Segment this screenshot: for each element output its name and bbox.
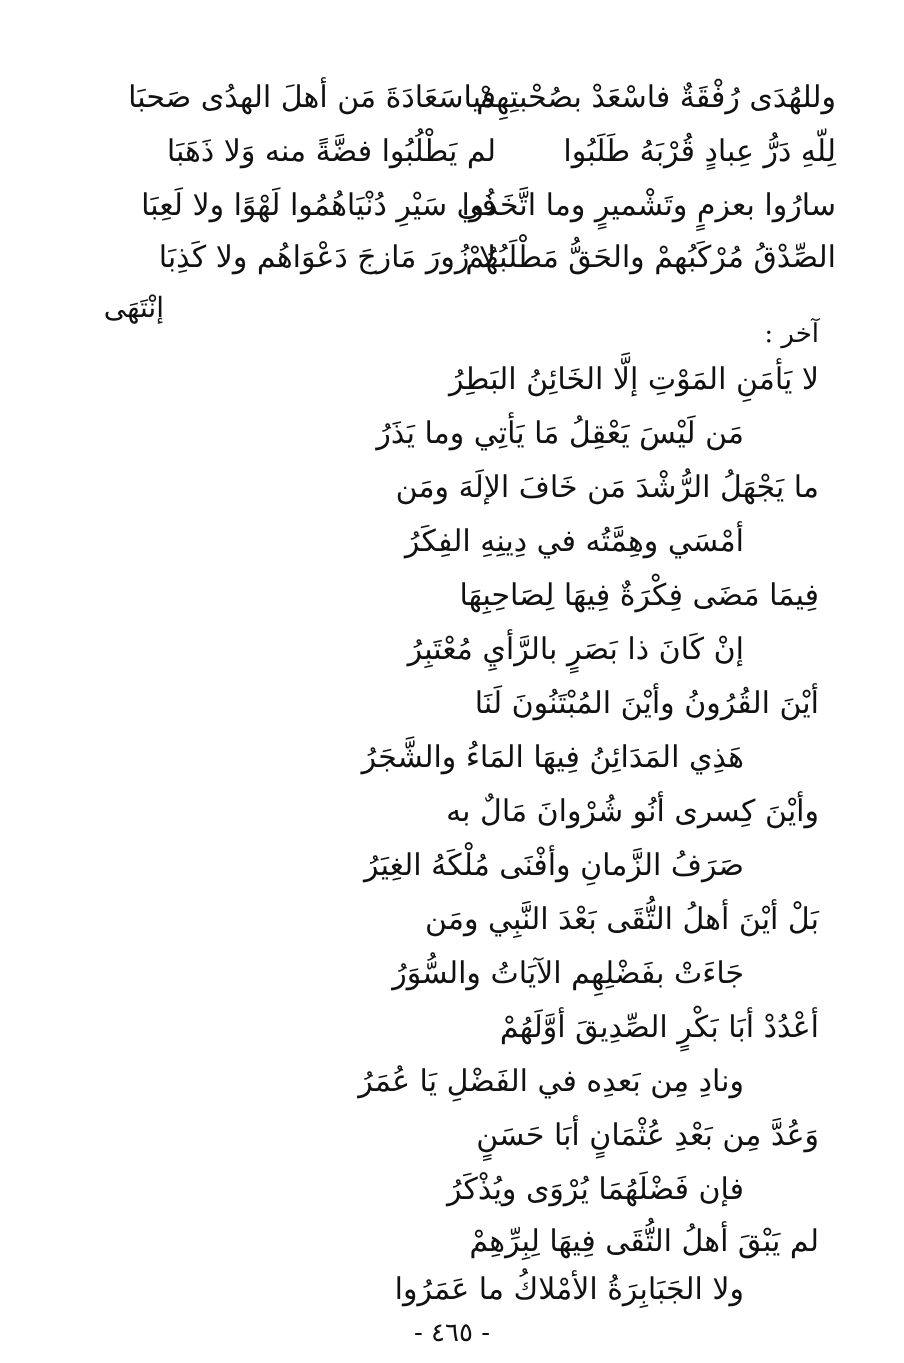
couplet-4-second-hemistich: لا زُورَ مَازجَ دَعْوَاهُم ولا كَذِبَا xyxy=(158,240,496,275)
section-heading: آخر : xyxy=(764,319,819,349)
verse-line: وأيْنَ كِسرى أنُو شُرْوانَ مَالٌ به xyxy=(446,794,819,829)
couplet-2-second-hemistich: لم يَطْلُبُوا فضَّةً منه وَلا ذَهَبَا xyxy=(166,134,496,169)
couplet-2-first-hemistich: لِلّهِ دَرُّ عِبادٍ قُرْبَهُ طَلَبُوا xyxy=(563,134,836,169)
verse-line: أمْسَي وهِمَّتُه في دِينِهِ الفِكَرُ xyxy=(404,524,744,559)
verse-line: جَاءَتْ بفَضْلِهِم الآيَاتُ والسُّوَرُ xyxy=(392,956,744,991)
couplet-4-first-hemistich: الصِّدْقُ مُرْكَبُهمْ والحَقُّ مَطْلَبُهُمْ xyxy=(465,240,836,275)
couplet-3-first-hemistich: سارُوا بعزمٍ وتَشْميرٍ وما اتَّخَذُوا xyxy=(461,188,836,223)
verse-line: صَرَفُ الزَّمانِ وأفْنَى مُلْكَهُ الغِيَرُ xyxy=(364,848,744,883)
verse-line: مَن لَيْسَ يَعْقِلُ مَا يَأتِي وما يَذَرُ xyxy=(376,416,744,451)
verse-line: فإن فَضْلَهُمَا يُرْوَى ويُذْكَرُ xyxy=(446,1172,744,1207)
verse-line: إنْ كَانَ ذا بَصَرٍ بالرَّأيِ مُعْتَبِرُ xyxy=(407,632,744,667)
verse-line: لم يَبْقَ أهلُ التُّقَى فِيهَا لِبِرِّهِمْ xyxy=(469,1224,819,1259)
page-number: - ٤٦٥ - xyxy=(413,1318,491,1348)
verse-line: أيْنَ القُرُونُ وأيْنَ المُبْتَنُونَ لَنَا xyxy=(474,686,819,721)
end-note: إنْتَهَى xyxy=(103,291,164,324)
couplet-1-second-hemistich: فياسَعَادَةَ مَن أهلَ الهدُى صَحبَا xyxy=(128,80,496,115)
verse-line: ما يَجْهَلُ الرُّشْدَ مَن خَافَ الإلَهَ ومَن xyxy=(395,470,819,505)
couplet-1-first-hemistich: وللهُدَى رُفْقَةٌ فاسْعَدْ بصُحْبتِهِمْ xyxy=(476,80,836,115)
verse-line: فِيمَا مَضَى فِكْرَةٌ فِيهَا لِصَاحِبِهَا xyxy=(459,578,819,613)
verse-line: أعْدُدْ أبَا بَكْرٍ الصِّدِيقَ أوَّلَهُمْ xyxy=(499,1010,819,1045)
verse-line: وَعُدَّ مِن بَعْدِ عُثْمَانٍ أبَا حَسَنٍ xyxy=(476,1118,819,1153)
verse-line: ونادِ مِن بَعدِه في الفَضْلِ يَا عُمَرُ xyxy=(358,1064,744,1099)
verse-line: ولا الجَبَابِرَةُ الأمْلاكُ ما عَمَرُوا xyxy=(394,1272,744,1307)
couplet-3-second-hemistich: في سَيْرِ دُنْيَاهُمُوا لَهْوًا ولا لَعِبَا xyxy=(141,188,496,223)
verse-line: لا يَأمَنِ المَوْتِ إلَّا الخَائِنُ البَطِرُ xyxy=(448,362,819,397)
verse-line: هَذِي المَدَائِنُ فِيهَا المَاءُ والشَّجَرُ xyxy=(361,740,744,775)
verse-line: بَلْ أيْنَ أهلُ التُّقَى بَعْدَ النَّبِي ومَن xyxy=(425,902,819,937)
